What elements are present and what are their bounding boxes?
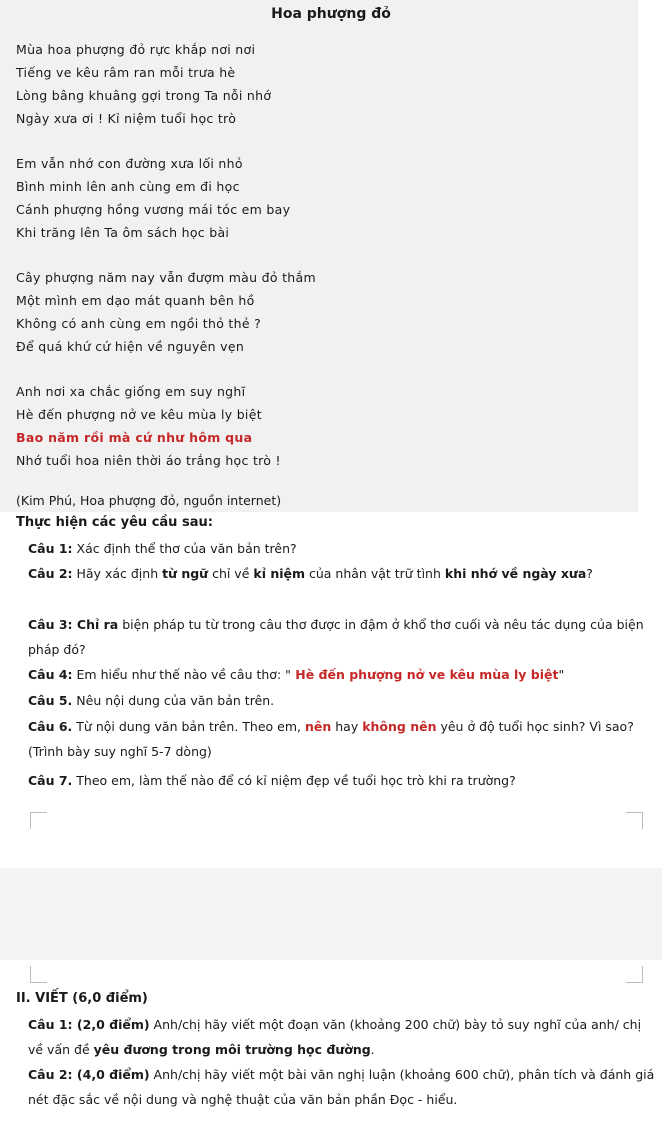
crop-mark — [30, 966, 47, 983]
question-label: Câu 2: — [28, 1067, 73, 1082]
question-text: biện pháp tu từ trong câu thơ được in đậm ở khổ thơ cuối và nêu tác dụng của biện pháp đó? — [28, 617, 644, 657]
poem-line: Cánh phượng hồng vương mái tóc em bay — [16, 202, 291, 217]
question-label: Câu 6. — [28, 719, 73, 734]
poem-line: Nhớ tuổi hoa niên thời áo trắng học trò ! — [16, 453, 281, 468]
requirements-heading: Thực hiện các yêu cầu sau: — [16, 515, 213, 530]
poem-line: Không có anh cùng em ngồi thỏ thẻ ? — [16, 316, 262, 331]
question-text: . — [370, 1042, 375, 1057]
poem-line: Bình minh lên anh cùng em đi học — [16, 179, 240, 194]
question-text: Em hiểu như thế nào về câu thơ: " — [72, 667, 291, 682]
stanza-3 — [16, 266, 626, 358]
question-emphasis: khi nhớ về ngày xưa — [444, 566, 587, 581]
stanza-1 — [16, 38, 626, 130]
question-4 — [16, 662, 658, 687]
question-text: Theo em, làm thế nào để có kỉ niệm đẹp về tuổi học trò khi ra trường? — [72, 773, 516, 788]
question-emphasis: không nên — [362, 719, 437, 734]
poem-line: Một mình em dạo mát quanh bên hồ — [16, 293, 255, 308]
question-emphasis: yêu đương trong môi trường học đường — [93, 1042, 371, 1057]
poem-line: Ngày xưa ơi ! Kỉ niệm tuổi học trò — [16, 111, 237, 126]
poem-line: Cây phượng năm nay vẫn đượm màu đỏ thắm — [16, 270, 316, 285]
points: (4,0 điểm) — [72, 1067, 150, 1082]
question-emphasis: kỉ niệm — [253, 566, 306, 581]
question-1 — [16, 536, 658, 561]
question-text: " — [558, 667, 565, 682]
poem-line: Em vẫn nhớ con đường xưa lối nhỏ — [16, 156, 243, 171]
writing-heading: II. VIẾT (6,0 điểm) — [16, 991, 148, 1006]
question-label: Câu 1: — [28, 541, 73, 556]
question-text: của nhân vật trữ tình — [305, 566, 445, 581]
question-5 — [16, 688, 658, 713]
question-text: ? — [586, 566, 593, 581]
question-label: Câu 3: — [28, 617, 73, 632]
question-text: Xác định thể thơ của văn bản trên? — [72, 541, 297, 556]
writing-question-1 — [16, 1012, 658, 1062]
question-emphasis: Chỉ ra — [72, 617, 119, 632]
crop-mark — [30, 812, 47, 829]
poem-line-bold: Bao năm rồi mà cứ như hôm qua — [16, 430, 253, 445]
question-text: yêu ở độ tuổi học sinh? Vì sao? (Trình bày suy nghĩ 5-7 dòng) — [28, 719, 634, 759]
question-6 — [16, 714, 658, 764]
question-emphasis: nên — [304, 719, 332, 734]
question-label: Câu 1: — [28, 1017, 73, 1032]
page-gap — [0, 868, 662, 960]
poem-line: Khi trăng lên Ta ôm sách học bài — [16, 225, 230, 240]
question-3 — [16, 612, 658, 662]
question-label: Câu 2: — [28, 566, 73, 581]
poem-line: Để quá khứ cứ hiện về nguyên vẹn — [16, 339, 245, 354]
question-label: Câu 4: — [28, 667, 73, 682]
poem-line: Hè đến phượng nở ve kêu mùa ly biệt — [16, 407, 262, 422]
question-text: Từ nội dung văn bản trên. Theo em, — [72, 719, 305, 734]
poem-line: Lòng bâng khuâng gợi trong Ta nỗi nhớ — [16, 88, 272, 103]
poem-line: Mùa hoa phượng đỏ rực khắp nơi nơi — [16, 42, 256, 57]
poem-body — [16, 38, 626, 494]
stanza-2 — [16, 152, 626, 244]
question-2 — [16, 561, 658, 586]
question-text: Anh/chị hãy viết một bài văn nghị luận (khoảng 600 chữ), phân tích và đánh giá nét đặc sắc về nội dung và nghệ thuật của văn bản phần Đọc - hiểu. — [28, 1067, 655, 1107]
poem-title: Hoa phượng đỏ — [271, 6, 391, 22]
points: (2,0 điểm) — [72, 1017, 150, 1032]
stanza-4 — [16, 380, 626, 472]
question-text: chỉ về — [208, 566, 254, 581]
question-emphasis: từ ngữ — [162, 566, 209, 581]
question-text: Anh/chị hãy viết một đoạn văn (khoảng 200 chữ) bày tỏ suy nghĩ của anh/ chị về vấn đề — [28, 1017, 642, 1057]
crop-mark — [626, 966, 643, 983]
question-text: Hãy xác định — [72, 566, 163, 581]
poem-line: Anh nơi xa chắc giống em suy nghĩ — [16, 384, 246, 399]
question-label: Câu 5. — [28, 693, 73, 708]
quoted-line: Hè đến phượng nở ve kêu mùa ly biệt — [290, 667, 559, 682]
writing-question-2 — [16, 1062, 658, 1112]
poem-source: (Kim Phú, Hoa phượng đỏ, nguồn internet) — [16, 493, 282, 508]
question-label: Câu 7. — [28, 773, 73, 788]
question-text: hay — [331, 719, 363, 734]
poem-line: Tiếng ve kêu râm ran mỗi trưa hè — [16, 65, 236, 80]
question-text: Nêu nội dung của văn bản trên. — [72, 693, 275, 708]
crop-mark — [626, 812, 643, 829]
question-7 — [16, 768, 658, 793]
